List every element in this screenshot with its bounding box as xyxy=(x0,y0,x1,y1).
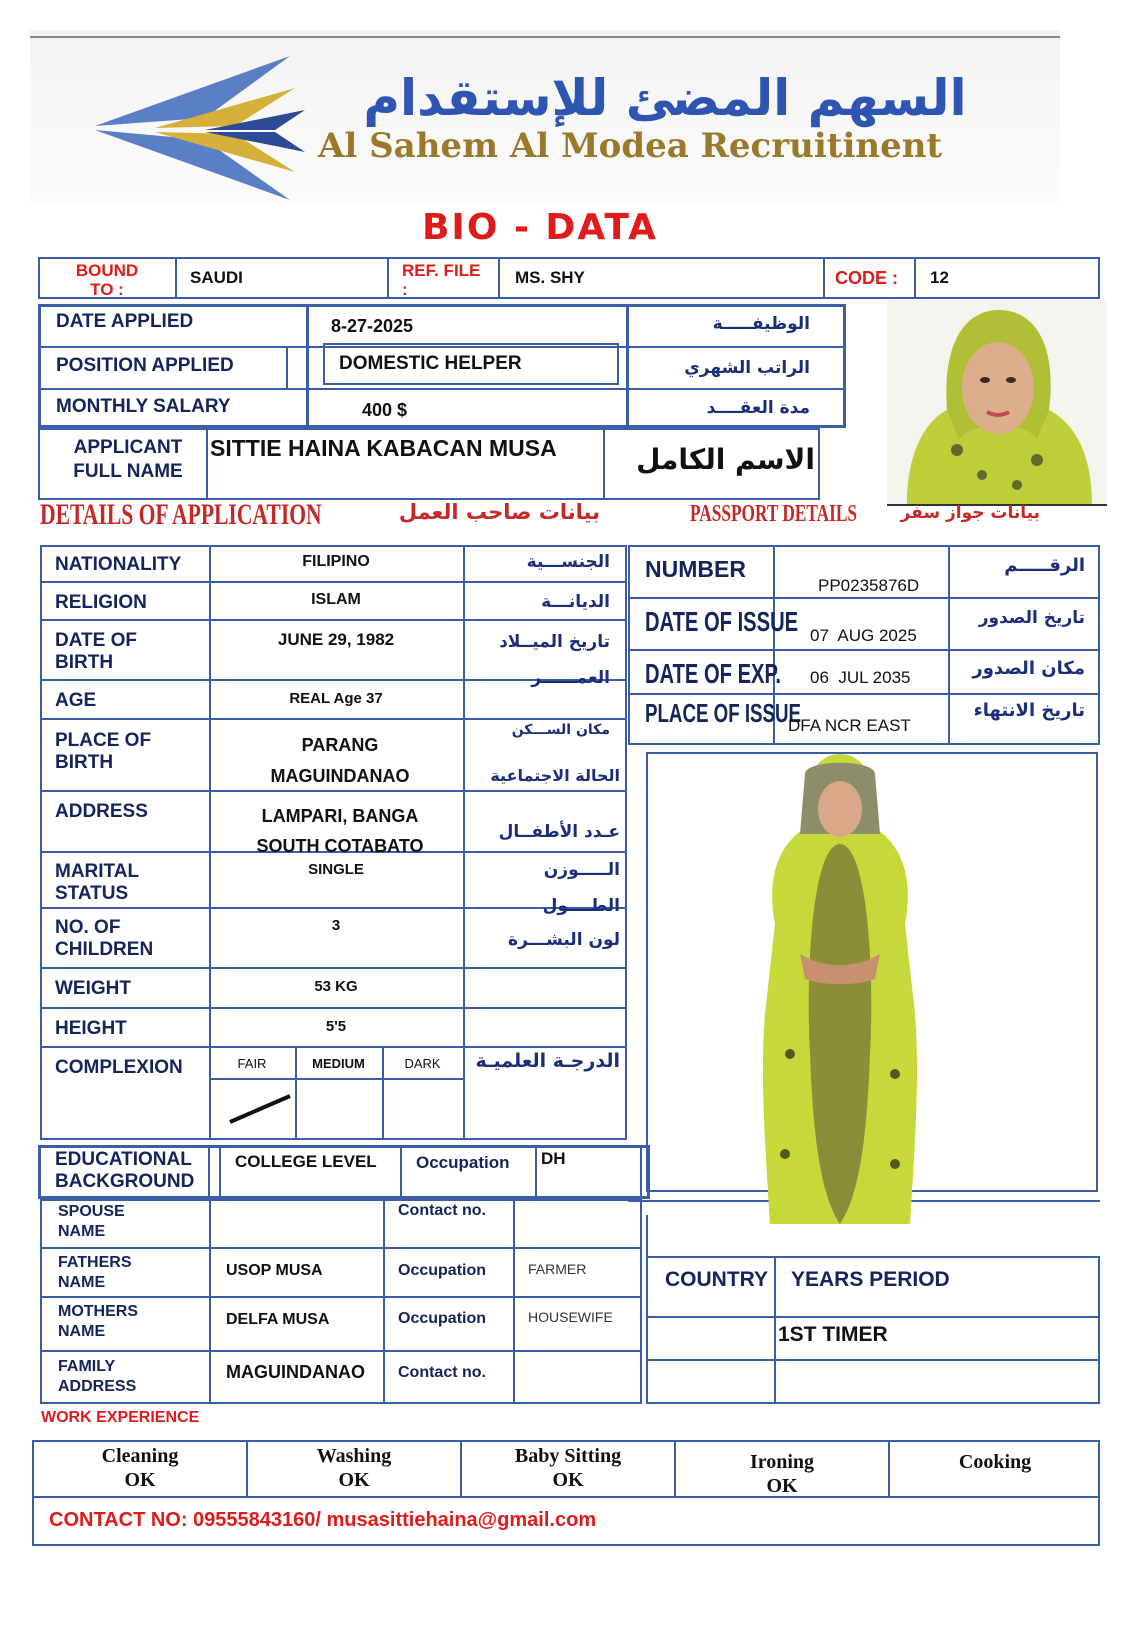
place-of-birth-value: PARANG MAGUINDANAO xyxy=(270,735,410,786)
age-value: REAL Age 37 xyxy=(289,690,383,707)
employer-title-arabic: بيانات صاحب العمل xyxy=(398,500,600,524)
passport-title-arabic: بيانات جواز سفر xyxy=(900,503,1040,523)
position-value: DOMESTIC HELPER xyxy=(339,353,522,374)
fullname-arabic: الاسم الكامل xyxy=(636,443,815,476)
passport-issue-value: 07 AUG 2025 xyxy=(810,626,917,645)
family-contact-label: Contact no. xyxy=(398,1364,486,1381)
applicant-fullbody-photo xyxy=(745,754,935,1224)
father-name: USOP MUSA xyxy=(226,1262,323,1279)
religion-value: ISLAM xyxy=(311,591,361,608)
contact-line: CONTACT NO: 09555843160/ musasittiehaina@gmail.com xyxy=(49,1509,597,1531)
skill-cleaning xyxy=(34,1444,246,1492)
ref-file-value: MS. SHY xyxy=(515,268,585,287)
mother-occupation-value: HOUSEWIFE xyxy=(528,1309,613,1325)
spouse-label: SPOUSE NAME xyxy=(58,1203,125,1240)
age-arabic: العمــــــر xyxy=(531,668,610,688)
company-name-english: Al Sahem Al Modea Recruitinent xyxy=(318,126,943,166)
address-arabic: عـدد الأطفــال xyxy=(498,822,620,842)
passport-issue-label: DATE OF ISSUE xyxy=(645,606,799,637)
position-label: POSITION APPLIED xyxy=(56,355,234,376)
children-label: NO. OF CHILDREN xyxy=(55,917,154,960)
skill-washing xyxy=(248,1444,460,1492)
children-value: 3 xyxy=(331,917,341,934)
complexion-label: COMPLEXION xyxy=(55,1057,183,1078)
address-label: ADDRESS xyxy=(55,801,148,822)
passport-place-arabic: تاريخ الانتهاء xyxy=(973,700,1085,721)
skill-cleaning-name: Cleaning xyxy=(101,1445,179,1467)
skill-baby-sitting-name: Baby Sitting xyxy=(514,1445,622,1467)
abroad-country-label: COUNTRY xyxy=(665,1268,769,1291)
skill-baby-sitting-level: OK xyxy=(552,1469,584,1491)
marital-status-value: SINGLE xyxy=(308,861,364,878)
code-label: CODE : xyxy=(835,268,898,288)
passport-place-label: PLACE OF ISSUE xyxy=(645,698,802,728)
fullname-label: APPLICANT FULL NAME xyxy=(73,437,183,482)
religion-label: RELIGION xyxy=(55,592,147,613)
arrow-logo-icon xyxy=(85,48,315,213)
passport-expiry-value: 06 JUL 2035 xyxy=(810,668,911,687)
religion-arabic: الديانـــة xyxy=(541,592,610,612)
place-of-birth-label: PLACE OF BIRTH xyxy=(55,730,152,773)
passport-place-value: DFA NCR EAST xyxy=(788,716,911,735)
passport-title: PASSPORT DETAILS xyxy=(690,501,857,527)
mother-label: MOTHERS NAME xyxy=(58,1303,138,1340)
salary-label: MONTHLY SALARY xyxy=(56,396,231,417)
education-value: COLLEGE LEVEL xyxy=(235,1152,377,1171)
education-label: EDUCATIONAL BACKGROUND xyxy=(55,1149,195,1192)
logo-banner xyxy=(30,30,1060,202)
complexion-option-medium: MEDIUM xyxy=(312,1056,365,1071)
spouse-contact-label: Contact no. xyxy=(398,1202,486,1219)
salary-arabic: مدة العقــــد xyxy=(706,398,810,418)
family-address-value: MAGUINDANAO xyxy=(226,1362,365,1382)
passport-number-label: NUMBER xyxy=(645,556,746,582)
ref-file-label: REF. FILE : xyxy=(402,261,481,299)
father-occupation-label: Occupation xyxy=(398,1262,487,1279)
skill-washing-name: Washing xyxy=(316,1445,392,1467)
fullname-value: SITTIE HAINA KABACAN MUSA xyxy=(210,435,557,461)
education-arabic: الدرجـة العلميـة xyxy=(475,1050,620,1072)
height-label: HEIGHT xyxy=(55,1018,127,1039)
passport-number-value: PP0235876D xyxy=(818,576,920,595)
passport-issue-arabic: تاريخ الصدور xyxy=(978,608,1085,628)
nationality-value: FILIPINO xyxy=(302,553,370,570)
dob-value: JUNE 29, 1982 xyxy=(277,630,395,649)
bound-to-label: BOUND TO : xyxy=(75,261,139,299)
position-arabic: الراتب الشهري xyxy=(684,358,810,378)
father-label: FATHERS NAME xyxy=(58,1254,132,1291)
fair-check-mark-icon xyxy=(225,1090,295,1130)
passport-number-arabic: الرقـــــم xyxy=(1004,555,1085,576)
applicant-headshot xyxy=(887,300,1107,504)
skill-baby-sitting xyxy=(462,1444,674,1492)
height-arabic: الطــــول xyxy=(542,896,620,916)
code-value: 12 xyxy=(930,268,949,287)
skill-washing-level: OK xyxy=(338,1469,370,1491)
skill-cooking xyxy=(890,1450,1100,1474)
abroad-entry: 1ST TIMER xyxy=(778,1323,888,1346)
family-address-label: FAMILY ADDRESS xyxy=(58,1358,137,1395)
address-value: LAMPARI, BANGA SOUTH COTABATO xyxy=(256,806,424,856)
complexion-option-dark: DARK xyxy=(404,1056,441,1071)
company-name-arabic: السهم المضئ للإستقدام xyxy=(363,69,967,127)
abroad-period-label: YEARS PERIOD xyxy=(791,1268,950,1291)
age-label: AGE xyxy=(55,690,97,711)
skill-ironing-level: OK xyxy=(766,1475,798,1497)
passport-expiry-arabic: مكان الصدور xyxy=(972,658,1085,679)
place-of-birth-arabic: مكان الســـكن xyxy=(511,722,610,738)
nationality-label: NATIONALITY xyxy=(55,554,182,575)
details-title: DETAILS OF APPLICATION xyxy=(40,498,322,531)
dob-arabic: تاريخ الميــلاد xyxy=(499,632,610,652)
education-occupation-value: DH xyxy=(541,1149,566,1168)
skill-cooking-name: Cooking xyxy=(958,1451,1032,1473)
mother-occupation-label: Occupation xyxy=(398,1310,487,1327)
weight-value: 53 KG xyxy=(314,978,358,995)
work-experience-title: WORK EXPERIENCE xyxy=(41,1409,200,1426)
marital-arabic: الحالة الاجتماعية xyxy=(490,766,620,785)
date-applied-label: DATE APPLIED xyxy=(56,311,194,332)
weight-label: WEIGHT xyxy=(55,978,131,999)
weight-arabic: الـــــوزن xyxy=(543,860,620,880)
document-title: BIO - DATA xyxy=(421,207,659,248)
bound-to-value: SAUDI xyxy=(190,268,243,287)
nationality-arabic: الجنســـية xyxy=(526,552,610,572)
complexion-option-fair: FAIR xyxy=(237,1056,267,1071)
father-occupation-value: FARMER xyxy=(528,1261,587,1277)
skill-ironing-name: Ironing xyxy=(749,1451,815,1473)
date-applied-value: 8-27-2025 xyxy=(331,316,414,336)
education-occupation-label: Occupation xyxy=(416,1153,510,1172)
date-applied-arabic: الوظيفـــــة xyxy=(712,314,810,334)
mother-name: DELFA MUSA xyxy=(226,1311,330,1328)
complexion-arabic: لون البشـــرة xyxy=(508,930,620,950)
height-value: 5'5 xyxy=(325,1018,347,1035)
passport-expiry-label: DATE OF EXP. xyxy=(645,658,781,689)
skill-ironing xyxy=(676,1450,888,1498)
salary-value: 400 $ xyxy=(362,400,408,420)
skill-cleaning-level: OK xyxy=(124,1469,156,1491)
marital-status-label: MARITAL STATUS xyxy=(55,861,139,904)
dob-label: DATE OF BIRTH xyxy=(55,630,137,673)
